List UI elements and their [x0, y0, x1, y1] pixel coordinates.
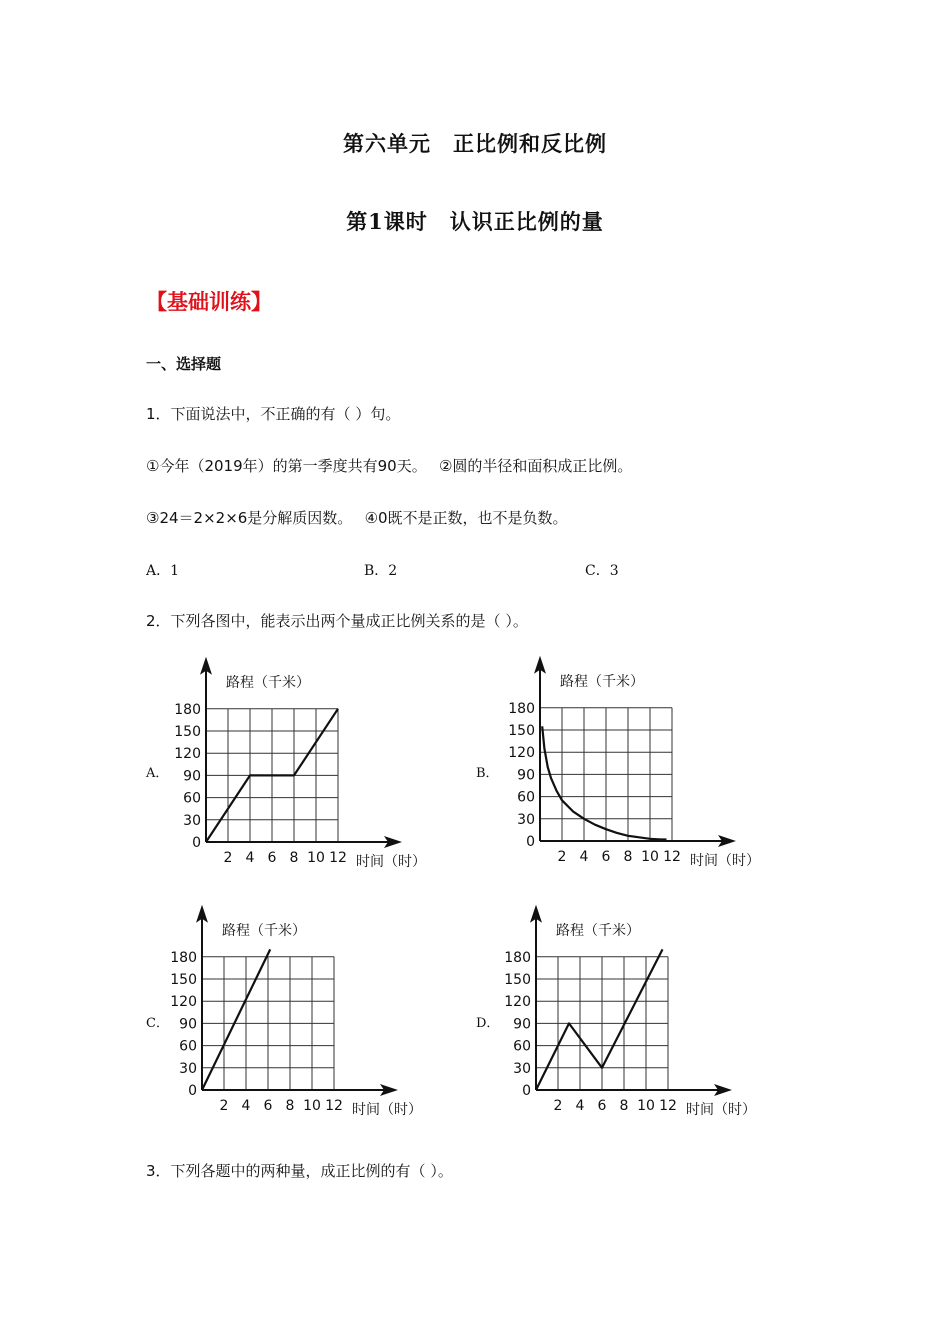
y-axis-label: 路程（千米） — [222, 922, 306, 939]
y-tick-label: 30 — [179, 1060, 197, 1077]
question-1-statement-line-1: ①今年（2019年）的第一季度共有90天。 ②圆的半径和面积成正比例。 — [146, 457, 633, 475]
option-a: A．1 — [146, 563, 180, 579]
y-tick-label: 120 — [174, 746, 201, 763]
x-tick-label: 2 — [223, 850, 233, 866]
graph-label-d: D． — [476, 1016, 500, 1031]
question-1-stem: 1．下面说法中，不正确的有（ ）句。 — [146, 405, 401, 423]
x-tick-label: 2 — [219, 1098, 229, 1114]
x-tick-label: 6 — [597, 1098, 607, 1114]
y-tick-label: 120 — [508, 745, 535, 762]
graph-label-c: C． — [146, 1016, 169, 1031]
option-c: C．3 — [585, 563, 619, 579]
x-tick-label: 12 — [329, 850, 347, 866]
y-tick-label: 120 — [504, 994, 531, 1011]
y-tick-label: 150 — [170, 972, 197, 988]
x-tick-label: 4 — [241, 1098, 251, 1114]
x-tick-label: 10 — [303, 1098, 321, 1114]
y-tick-label: 150 — [174, 724, 201, 740]
x-tick-label: 8 — [623, 849, 633, 865]
x-tick-label: 12 — [659, 1098, 677, 1114]
x-tick-label: 2 — [553, 1098, 563, 1114]
x-tick-label: 8 — [619, 1098, 629, 1114]
y-tick-label: 180 — [170, 949, 197, 966]
x-tick-label: 4 — [579, 849, 589, 865]
y-tick-label: 180 — [508, 700, 535, 717]
unit-title: 第六单元 正比例和反比例 — [343, 131, 607, 156]
x-tick-label: 4 — [575, 1098, 585, 1114]
y-tick-label: 30 — [513, 1060, 531, 1077]
x-axis-label: 时间（时） — [686, 1102, 756, 1118]
graph-label-b: B． — [476, 766, 499, 781]
x-axis-label: 时间（时） — [356, 854, 426, 870]
y-tick-label: 30 — [517, 811, 535, 828]
option-b: B．2 — [364, 563, 398, 579]
question-3-stem: 3．下列各题中的两种量，成正比例的有（ ）。 — [146, 1162, 453, 1180]
part-heading: 一、选择题 — [146, 355, 222, 373]
y-tick-label: 90 — [183, 768, 201, 785]
y-tick-label: 90 — [517, 767, 535, 784]
x-tick-label: 6 — [267, 850, 277, 866]
x-tick-label: 2 — [557, 849, 567, 865]
y-tick-label: 0 — [188, 1083, 197, 1099]
y-tick-label: 60 — [517, 789, 535, 806]
y-tick-label: 150 — [508, 723, 535, 739]
x-tick-label: 8 — [289, 850, 299, 866]
graph-label-a: A． — [146, 766, 169, 781]
x-tick-label: 6 — [601, 849, 611, 865]
x-tick-label: 12 — [325, 1098, 343, 1114]
x-axis-label: 时间（时） — [690, 853, 760, 869]
y-tick-label: 60 — [179, 1038, 197, 1055]
y-tick-label: 0 — [192, 835, 201, 851]
y-tick-label: 120 — [170, 994, 197, 1011]
section-heading: 【基础训练】 — [146, 290, 272, 314]
question-1-statement-line-2: ③24＝2×2×6是分解质因数。 ④0既不是正数，也不是负数。 — [146, 509, 568, 527]
y-tick-label: 0 — [522, 1083, 531, 1099]
y-tick-label: 60 — [513, 1038, 531, 1055]
y-tick-label: 0 — [526, 834, 535, 850]
x-tick-label: 6 — [263, 1098, 273, 1114]
lesson-title: 第1课时 认识正比例的量 — [346, 209, 604, 234]
y-tick-label: 150 — [504, 972, 531, 988]
y-axis-label: 路程（千米） — [560, 673, 644, 690]
x-tick-label: 10 — [637, 1098, 655, 1114]
x-tick-label: 10 — [641, 849, 659, 865]
y-axis-label: 路程（千米） — [556, 922, 640, 939]
x-tick-label: 10 — [307, 850, 325, 866]
y-axis-label: 路程（千米） — [226, 674, 310, 691]
y-tick-label: 60 — [183, 790, 201, 807]
y-tick-label: 30 — [183, 812, 201, 829]
y-tick-label: 90 — [513, 1016, 531, 1033]
question-2-stem: 2．下列各图中，能表示出两个量成正比例关系的是（ ）。 — [146, 612, 528, 630]
x-tick-label: 8 — [285, 1098, 295, 1114]
y-tick-label: 90 — [179, 1016, 197, 1033]
x-tick-label: 12 — [663, 849, 681, 865]
x-axis-label: 时间（时） — [352, 1102, 422, 1118]
y-tick-label: 180 — [174, 701, 201, 718]
series-line — [536, 949, 663, 1090]
x-tick-label: 4 — [245, 850, 255, 866]
y-tick-label: 180 — [504, 949, 531, 966]
